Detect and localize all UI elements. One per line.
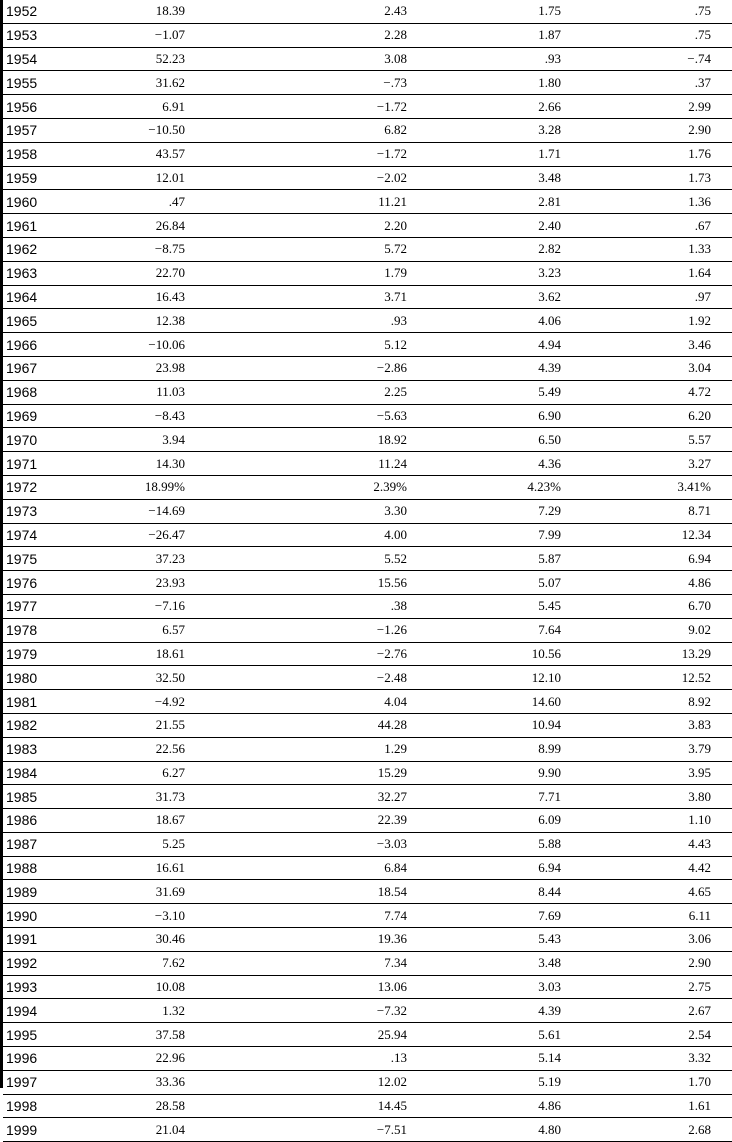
value-cell-col1: −14.69 [76, 499, 196, 523]
year-cell: 1958 [3, 142, 76, 166]
value-cell-col4: 4.86 [564, 571, 732, 595]
table-row [3, 571, 732, 595]
value-cell-col1: 1.32 [76, 999, 196, 1023]
value-cell-col2: 3.71 [196, 285, 419, 309]
value-cell-col3: 1.80 [419, 71, 564, 95]
table-row [3, 951, 732, 975]
table-row [3, 737, 732, 761]
value-cell-col2: −7.32 [196, 999, 419, 1023]
value-cell-col3: 6.90 [419, 404, 564, 428]
table-row [3, 23, 732, 47]
year-cell: 1983 [3, 737, 76, 761]
table-row [3, 71, 732, 95]
value-cell-col2: 11.21 [196, 190, 419, 214]
table-row [3, 880, 732, 904]
value-cell-col1: 18.67 [76, 809, 196, 833]
value-cell-col3: 7.69 [419, 904, 564, 928]
year-cell: 1959 [3, 166, 76, 190]
value-cell-col4: .75 [564, 0, 732, 23]
value-cell-col2: .93 [196, 309, 419, 333]
value-cell-col1: 22.96 [76, 1047, 196, 1071]
value-cell-col3: 7.71 [419, 785, 564, 809]
value-cell-col1: −10.50 [76, 118, 196, 142]
year-cell: 1993 [3, 975, 76, 999]
value-cell-col4: 2.90 [564, 118, 732, 142]
value-cell-col2: −1.72 [196, 95, 419, 119]
value-cell-col3: 2.82 [419, 237, 564, 261]
value-cell-col2: 44.28 [196, 713, 419, 737]
value-cell-col3: 5.07 [419, 571, 564, 595]
table-row [3, 261, 732, 285]
year-cell: 1961 [3, 214, 76, 238]
value-cell-col2: 7.74 [196, 904, 419, 928]
value-cell-col2: 2.28 [196, 23, 419, 47]
value-cell-col2: −1.26 [196, 618, 419, 642]
value-cell-col4: 3.80 [564, 785, 732, 809]
value-cell-col2: 5.72 [196, 237, 419, 261]
table-row [3, 380, 732, 404]
year-cell: 1991 [3, 928, 76, 952]
value-cell-col3: 14.60 [419, 690, 564, 714]
table-row [3, 404, 732, 428]
value-cell-col3: 9.90 [419, 761, 564, 785]
value-cell-col2: 15.56 [196, 571, 419, 595]
table-row [3, 761, 732, 785]
value-cell-col2: −2.02 [196, 166, 419, 190]
value-cell-col4: 1.10 [564, 809, 732, 833]
value-cell-col2: −2.48 [196, 666, 419, 690]
value-cell-col2: −5.63 [196, 404, 419, 428]
value-cell-col2: −.73 [196, 71, 419, 95]
value-cell-col3: 12.10 [419, 666, 564, 690]
value-cell-col2: 11.24 [196, 452, 419, 476]
year-cell: 1995 [3, 1023, 76, 1047]
year-cell: 1955 [3, 71, 76, 95]
value-cell-col4: 3.06 [564, 928, 732, 952]
year-cell: 1952 [3, 0, 76, 23]
year-cell: 1973 [3, 499, 76, 523]
year-cell: 1981 [3, 690, 76, 714]
table-row [3, 475, 732, 499]
value-cell-col4: .75 [564, 23, 732, 47]
value-cell-col1: 30.46 [76, 928, 196, 952]
returns-table-body [3, 0, 732, 1142]
value-cell-col1: −7.16 [76, 594, 196, 618]
value-cell-col4: 1.73 [564, 166, 732, 190]
value-cell-col3: 5.43 [419, 928, 564, 952]
value-cell-col2: 2.25 [196, 380, 419, 404]
value-cell-col3: 3.48 [419, 951, 564, 975]
value-cell-col3: 4.23% [419, 475, 564, 499]
value-cell-col4: 1.92 [564, 309, 732, 333]
year-cell: 1957 [3, 118, 76, 142]
value-cell-col3: .93 [419, 47, 564, 71]
value-cell-col3: 4.94 [419, 333, 564, 357]
table-row [3, 975, 732, 999]
value-cell-col3: 5.14 [419, 1047, 564, 1071]
value-cell-col3: 4.80 [419, 1118, 564, 1142]
year-cell: 1966 [3, 333, 76, 357]
value-cell-col2: 14.45 [196, 1094, 419, 1118]
value-cell-col1: 18.61 [76, 642, 196, 666]
year-cell: 1986 [3, 809, 76, 833]
year-cell: 1988 [3, 856, 76, 880]
value-cell-col1: 6.57 [76, 618, 196, 642]
table-row [3, 1047, 732, 1071]
value-cell-col1: −1.07 [76, 23, 196, 47]
value-cell-col2: 4.04 [196, 690, 419, 714]
value-cell-col3: 2.81 [419, 190, 564, 214]
value-cell-col1: 37.58 [76, 1023, 196, 1047]
value-cell-col3: 3.48 [419, 166, 564, 190]
value-cell-col2: −3.03 [196, 832, 419, 856]
year-cell: 1985 [3, 785, 76, 809]
table-row [3, 237, 732, 261]
table-row [3, 832, 732, 856]
year-cell: 1990 [3, 904, 76, 928]
table-row [3, 0, 732, 23]
value-cell-col2: −1.72 [196, 142, 419, 166]
value-cell-col2: 5.12 [196, 333, 419, 357]
table-row [3, 166, 732, 190]
year-cell: 1987 [3, 832, 76, 856]
value-cell-col1: 5.25 [76, 832, 196, 856]
value-cell-col4: −.74 [564, 47, 732, 71]
value-cell-col2: 1.29 [196, 737, 419, 761]
year-cell: 1979 [3, 642, 76, 666]
value-cell-col1: 12.38 [76, 309, 196, 333]
value-cell-col1: 14.30 [76, 452, 196, 476]
value-cell-col3: 2.66 [419, 95, 564, 119]
value-cell-col3: 4.39 [419, 356, 564, 380]
year-cell: 1972 [3, 475, 76, 499]
value-cell-col4: 2.75 [564, 975, 732, 999]
value-cell-col1: 22.56 [76, 737, 196, 761]
value-cell-col1: 31.69 [76, 880, 196, 904]
table-row [3, 190, 732, 214]
table-row [3, 999, 732, 1023]
value-cell-col2: 2.39% [196, 475, 419, 499]
value-cell-col3: 8.44 [419, 880, 564, 904]
table-row [3, 428, 732, 452]
year-cell: 1971 [3, 452, 76, 476]
value-cell-col3: 10.94 [419, 713, 564, 737]
value-cell-col4: 8.92 [564, 690, 732, 714]
value-cell-col3: 4.06 [419, 309, 564, 333]
value-cell-col1: −4.92 [76, 690, 196, 714]
table-row [3, 47, 732, 71]
value-cell-col2: 15.29 [196, 761, 419, 785]
value-cell-col1: −10.06 [76, 333, 196, 357]
value-cell-col3: 1.75 [419, 0, 564, 23]
value-cell-col2: 12.02 [196, 1070, 419, 1094]
year-cell: 1969 [3, 404, 76, 428]
value-cell-col4: 2.90 [564, 951, 732, 975]
value-cell-col1: 23.98 [76, 356, 196, 380]
table-row [3, 785, 732, 809]
table-row [3, 809, 732, 833]
value-cell-col4: 3.41% [564, 475, 732, 499]
value-cell-col1: 37.23 [76, 547, 196, 571]
value-cell-col1: 18.39 [76, 0, 196, 23]
year-cell: 1997 [3, 1070, 76, 1094]
value-cell-col2: 13.06 [196, 975, 419, 999]
value-cell-col1: 43.57 [76, 142, 196, 166]
value-cell-col4: 2.68 [564, 1118, 732, 1142]
value-cell-col3: 4.39 [419, 999, 564, 1023]
year-cell: 1980 [3, 666, 76, 690]
year-cell: 1963 [3, 261, 76, 285]
value-cell-col3: 3.03 [419, 975, 564, 999]
year-cell: 1994 [3, 999, 76, 1023]
table-row [3, 713, 732, 737]
value-cell-col4: 1.61 [564, 1094, 732, 1118]
year-cell: 1998 [3, 1094, 76, 1118]
value-cell-col2: 3.08 [196, 47, 419, 71]
value-cell-col4: 3.46 [564, 333, 732, 357]
table-row [3, 309, 732, 333]
value-cell-col1: 31.73 [76, 785, 196, 809]
table-row [3, 928, 732, 952]
value-cell-col4: 4.42 [564, 856, 732, 880]
value-cell-col1: 6.91 [76, 95, 196, 119]
value-cell-col3: 1.71 [419, 142, 564, 166]
value-cell-col1: 22.70 [76, 261, 196, 285]
table-row [3, 499, 732, 523]
year-cell: 1953 [3, 23, 76, 47]
year-cell: 1984 [3, 761, 76, 785]
value-cell-col1: 12.01 [76, 166, 196, 190]
value-cell-col3: 5.19 [419, 1070, 564, 1094]
value-cell-col4: 6.70 [564, 594, 732, 618]
table-row [3, 523, 732, 547]
value-cell-col3: 2.40 [419, 214, 564, 238]
table-row [3, 285, 732, 309]
value-cell-col4: .67 [564, 214, 732, 238]
table-row [3, 666, 732, 690]
year-cell: 1965 [3, 309, 76, 333]
value-cell-col2: 6.84 [196, 856, 419, 880]
value-cell-col3: 3.23 [419, 261, 564, 285]
value-cell-col3: 3.28 [419, 118, 564, 142]
value-cell-col1: 52.23 [76, 47, 196, 71]
value-cell-col1: −8.43 [76, 404, 196, 428]
value-cell-col4: 13.29 [564, 642, 732, 666]
value-cell-col3: 5.45 [419, 594, 564, 618]
value-cell-col4: 12.52 [564, 666, 732, 690]
value-cell-col2: 25.94 [196, 1023, 419, 1047]
value-cell-col1: 16.43 [76, 285, 196, 309]
value-cell-col2: 3.30 [196, 499, 419, 523]
year-cell: 1962 [3, 237, 76, 261]
value-cell-col1: 33.36 [76, 1070, 196, 1094]
value-cell-col3: 6.50 [419, 428, 564, 452]
value-cell-col3: 5.88 [419, 832, 564, 856]
value-cell-col4: 3.95 [564, 761, 732, 785]
value-cell-col3: 1.87 [419, 23, 564, 47]
value-cell-col3: 7.64 [419, 618, 564, 642]
value-cell-col4: 6.11 [564, 904, 732, 928]
value-cell-col4: 4.72 [564, 380, 732, 404]
value-cell-col2: 2.20 [196, 214, 419, 238]
value-cell-col1: 7.62 [76, 951, 196, 975]
table-row [3, 118, 732, 142]
value-cell-col4: 2.67 [564, 999, 732, 1023]
table-row [3, 214, 732, 238]
value-cell-col3: 4.36 [419, 452, 564, 476]
value-cell-col3: 7.99 [419, 523, 564, 547]
table-row [3, 452, 732, 476]
value-cell-col1: 3.94 [76, 428, 196, 452]
value-cell-col4: 3.04 [564, 356, 732, 380]
value-cell-col4: 4.43 [564, 832, 732, 856]
value-cell-col1: 16.61 [76, 856, 196, 880]
year-cell: 1970 [3, 428, 76, 452]
value-cell-col4: .97 [564, 285, 732, 309]
value-cell-col2: 6.82 [196, 118, 419, 142]
value-cell-col2: 4.00 [196, 523, 419, 547]
value-cell-col2: 18.92 [196, 428, 419, 452]
year-cell: 1999 [3, 1118, 76, 1142]
value-cell-col4: 3.32 [564, 1047, 732, 1071]
value-cell-col4: 3.27 [564, 452, 732, 476]
table-row [3, 1094, 732, 1118]
table-row [3, 594, 732, 618]
value-cell-col2: −2.76 [196, 642, 419, 666]
value-cell-col4: 2.54 [564, 1023, 732, 1047]
year-cell: 1964 [3, 285, 76, 309]
value-cell-col4: 3.79 [564, 737, 732, 761]
value-cell-col3: 6.09 [419, 809, 564, 833]
value-cell-col4: 5.57 [564, 428, 732, 452]
year-cell: 1977 [3, 594, 76, 618]
year-cell: 1989 [3, 880, 76, 904]
value-cell-col3: 5.49 [419, 380, 564, 404]
value-cell-col1: 6.27 [76, 761, 196, 785]
year-cell: 1975 [3, 547, 76, 571]
table-row [3, 856, 732, 880]
value-cell-col4: 1.33 [564, 237, 732, 261]
value-cell-col2: 22.39 [196, 809, 419, 833]
year-cell: 1960 [3, 190, 76, 214]
value-cell-col1: −3.10 [76, 904, 196, 928]
year-cell: 1996 [3, 1047, 76, 1071]
table-row [3, 142, 732, 166]
value-cell-col4: 12.34 [564, 523, 732, 547]
value-cell-col1: 11.03 [76, 380, 196, 404]
value-cell-col1: 18.99% [76, 475, 196, 499]
table-row [3, 95, 732, 119]
year-cell: 1968 [3, 380, 76, 404]
value-cell-col3: 3.62 [419, 285, 564, 309]
value-cell-col3: 7.29 [419, 499, 564, 523]
value-cell-col1: 10.08 [76, 975, 196, 999]
value-cell-col2: −2.86 [196, 356, 419, 380]
value-cell-col1: −26.47 [76, 523, 196, 547]
value-cell-col4: 2.99 [564, 95, 732, 119]
year-cell: 1982 [3, 713, 76, 737]
value-cell-col1: 28.58 [76, 1094, 196, 1118]
table-row [3, 1070, 732, 1094]
value-cell-col3: 5.87 [419, 547, 564, 571]
value-cell-col1: 31.62 [76, 71, 196, 95]
value-cell-col4: 9.02 [564, 618, 732, 642]
value-cell-col2: .38 [196, 594, 419, 618]
value-cell-col1: 21.55 [76, 713, 196, 737]
value-cell-col3: 8.99 [419, 737, 564, 761]
returns-table [3, 0, 732, 1142]
year-cell: 1978 [3, 618, 76, 642]
year-cell: 1974 [3, 523, 76, 547]
value-cell-col2: 2.43 [196, 0, 419, 23]
value-cell-col4: 4.65 [564, 880, 732, 904]
value-cell-col4: .37 [564, 71, 732, 95]
year-cell: 1967 [3, 356, 76, 380]
value-cell-col2: 7.34 [196, 951, 419, 975]
value-cell-col3: 10.56 [419, 642, 564, 666]
table-row [3, 333, 732, 357]
value-cell-col1: .47 [76, 190, 196, 214]
year-cell: 1954 [3, 47, 76, 71]
value-cell-col2: −7.51 [196, 1118, 419, 1142]
table-row [3, 547, 732, 571]
value-cell-col2: 5.52 [196, 547, 419, 571]
year-cell: 1976 [3, 571, 76, 595]
value-cell-col1: 26.84 [76, 214, 196, 238]
value-cell-col4: 1.64 [564, 261, 732, 285]
table-row [3, 904, 732, 928]
value-cell-col1: 21.04 [76, 1118, 196, 1142]
table-row [3, 642, 732, 666]
year-cell: 1956 [3, 95, 76, 119]
value-cell-col4: 6.94 [564, 547, 732, 571]
value-cell-col4: 6.20 [564, 404, 732, 428]
value-cell-col3: 6.94 [419, 856, 564, 880]
value-cell-col2: 18.54 [196, 880, 419, 904]
table-row [3, 1118, 732, 1142]
table-row [3, 690, 732, 714]
value-cell-col1: −8.75 [76, 237, 196, 261]
value-cell-col2: 19.36 [196, 928, 419, 952]
value-cell-col3: 5.61 [419, 1023, 564, 1047]
value-cell-col2: 1.79 [196, 261, 419, 285]
value-cell-col4: 1.76 [564, 142, 732, 166]
value-cell-col1: 32.50 [76, 666, 196, 690]
value-cell-col4: 1.70 [564, 1070, 732, 1094]
value-cell-col4: 3.83 [564, 713, 732, 737]
value-cell-col2: .13 [196, 1047, 419, 1071]
table-row [3, 618, 732, 642]
value-cell-col4: 1.36 [564, 190, 732, 214]
table-row [3, 356, 732, 380]
value-cell-col3: 4.86 [419, 1094, 564, 1118]
value-cell-col1: 23.93 [76, 571, 196, 595]
value-cell-col4: 8.71 [564, 499, 732, 523]
value-cell-col2: 32.27 [196, 785, 419, 809]
year-cell: 1992 [3, 951, 76, 975]
table-row [3, 1023, 732, 1047]
